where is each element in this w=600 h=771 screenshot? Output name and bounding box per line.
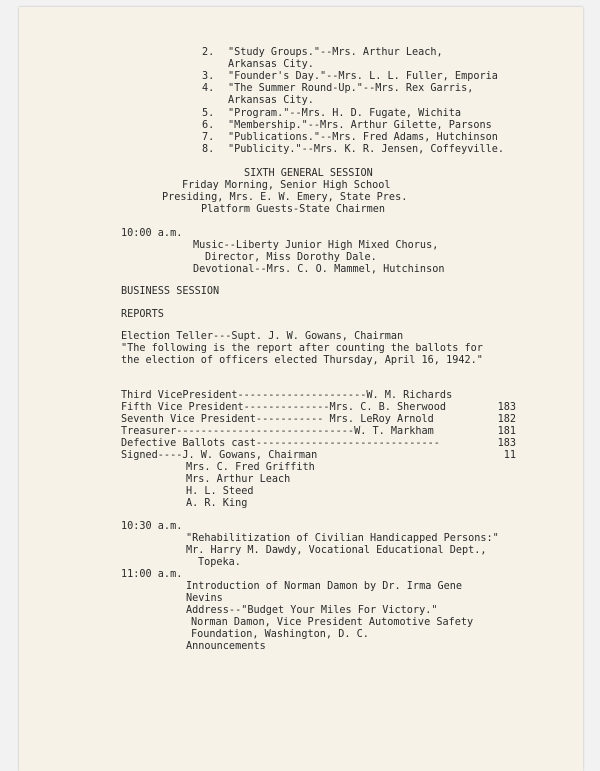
election-desc: "The following is the report after counting the ballots for [121, 343, 483, 354]
time-label: 10:00 a.m. [121, 228, 183, 239]
vote-row: Defective Ballots cast------------------------------ 11 [121, 438, 516, 461]
session-line: Friday Morning, Senior High School [182, 180, 391, 191]
election-teller: Election Teller---Supt. J. W. Gowans, Chairman [121, 331, 404, 342]
program-line: Devotional--Mrs. C. O. Mammel, Hutchinson [193, 264, 445, 275]
program-line: Address--"Budget Your Miles For Victory." [186, 605, 438, 616]
list-item: 8. "Publicity."--Mrs. K. R. Jensen, Coffeyville. [202, 144, 505, 155]
program-line: Director, Miss Dorothy Dale. [205, 252, 377, 263]
section-heading: REPORTS [121, 309, 164, 320]
vote-row: Treasurer-----------------------------W. T. Markham 183 [121, 426, 516, 449]
program-line: Nevins [186, 593, 223, 604]
list-item: 5. "Program."--Mrs. H. D. Fugate, Wichita [202, 108, 462, 119]
document-page [19, 7, 583, 771]
section-heading: BUSINESS SESSION [121, 286, 220, 297]
signer-name: A. R. King [186, 498, 248, 509]
program-line: Introduction of Norman Damon by Dr. Irma Gene [186, 581, 463, 592]
program-line: Foundation, Washington, D. C. [191, 629, 369, 640]
list-item: 2. "Study Groups."--Mrs. Arthur Leach, [202, 47, 443, 58]
program-line: "Rehabilitization of Civilian Handicapped Persons:" [186, 533, 499, 544]
list-item: Arkansas City. [228, 95, 314, 106]
program-line: Music--Liberty Junior High Mixed Chorus, [193, 240, 439, 251]
time-label: 11:00 a.m. [121, 569, 183, 580]
election-desc: the election of officers elected Thursday, April 16, 1942." [121, 355, 483, 366]
list-item: Arkansas City. [228, 59, 314, 70]
program-line: Topeka. [198, 557, 241, 568]
signer-name: Mrs. C. Fred Griffith [186, 462, 315, 473]
program-line: Announcements [186, 641, 266, 652]
program-line: Norman Damon, Vice President Automotive Safety [191, 617, 474, 628]
list-item: 4. "The Summer Round-Up."--Mrs. Rex Garris, [202, 83, 474, 94]
program-line: Mr. Harry M. Dawdy, Vocational Educational Dept., [186, 545, 487, 556]
time-label: 10:30 a.m. [121, 521, 183, 532]
signer-name: H. L. Steed [186, 486, 254, 497]
session-line: Platform Guests-State Chairmen [201, 204, 386, 215]
vote-row: Third VicePresident---------------------W. M. Richards 183 [121, 390, 516, 413]
vote-row: Fifth Vice President--------------Mrs. C. B. Sherwood 182 [121, 402, 516, 425]
session-line: Presiding, Mrs. E. W. Emery, State Pres. [162, 192, 408, 203]
signed-line: Signed----J. W. Gowans, Chairman [121, 450, 318, 461]
signer-name: Mrs. Arthur Leach [186, 474, 291, 485]
vote-row: Seventh Vice President----------- Mrs. LeRoy Arnold 181 [121, 414, 516, 437]
list-item: 6. "Membership."--Mrs. Arthur Gilette, Parsons [202, 120, 492, 131]
list-item: 3. "Founder's Day."--Mrs. L. L. Fuller, Emporia [202, 71, 498, 82]
session-title: SIXTH GENERAL SESSION [244, 168, 373, 179]
list-item: 7. "Publications."--Mrs. Fred Adams, Hutchinson [202, 132, 498, 143]
